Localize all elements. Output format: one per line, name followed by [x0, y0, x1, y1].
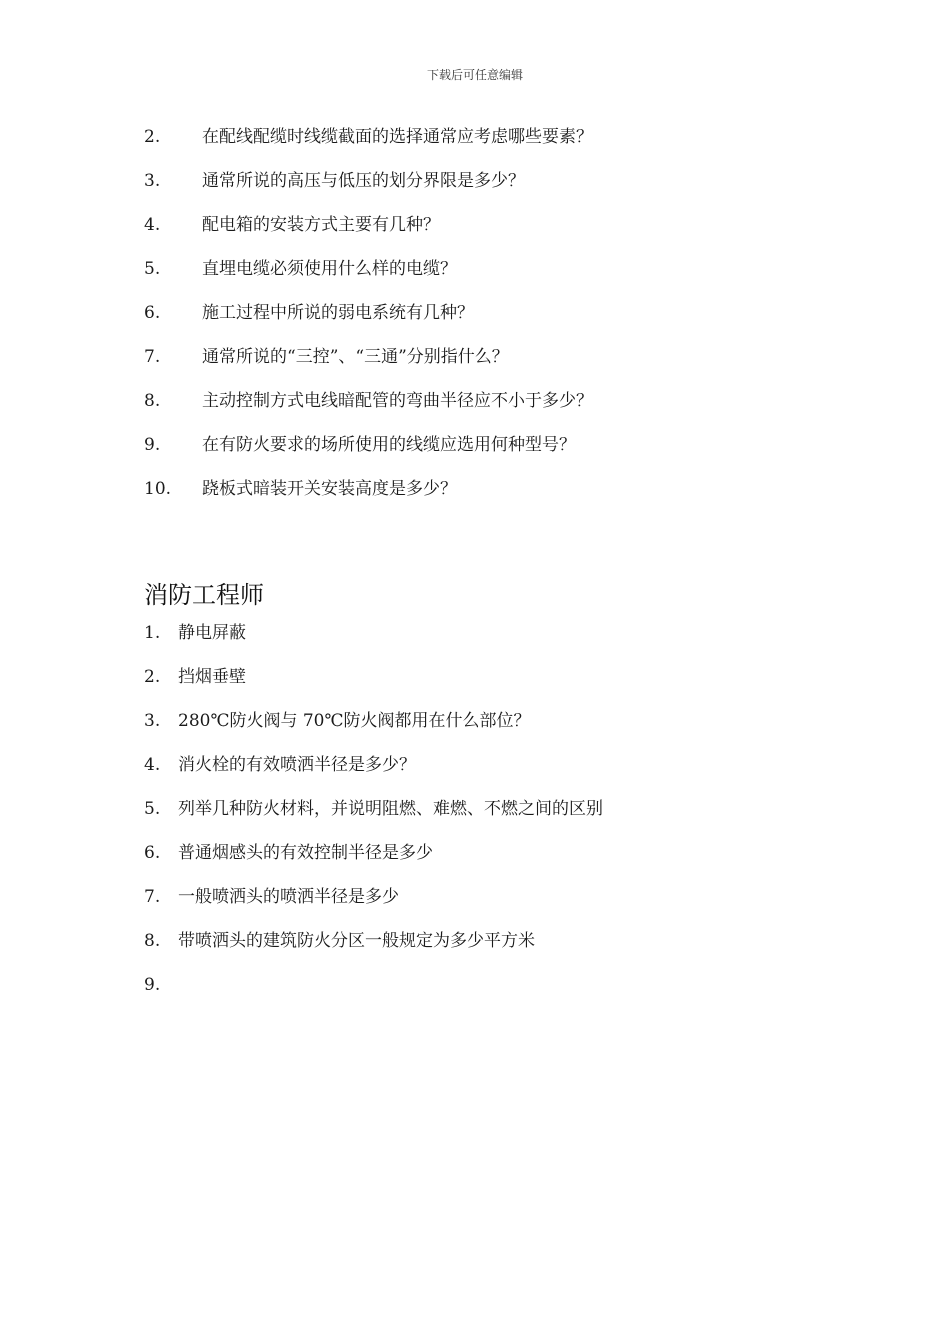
- item-text: 280℃防火阀与 70℃防火阀都用在什么部位？: [178, 711, 531, 731]
- item-number: 1.: [144, 623, 161, 643]
- item-text: 在配线配缆时线缆截面的选择通常应考虑哪些要素？: [202, 127, 593, 147]
- item-number: 2.: [144, 667, 161, 687]
- item-text: 配电箱的安装方式主要有几种？: [202, 215, 440, 235]
- item-number: 2.: [144, 127, 161, 147]
- item-text: 一般喷洒头的喷洒半径是多少: [178, 887, 399, 907]
- item-number: 3.: [144, 711, 161, 731]
- item-number: 8.: [144, 931, 161, 951]
- item-text: 带喷洒头的建筑防火分区一般规定为多少平方米: [178, 931, 535, 951]
- item-text: 在有防火要求的场所使用的线缆应选用何种型号？: [202, 435, 576, 455]
- item-number: 7.: [144, 347, 161, 367]
- item-number: 7.: [144, 887, 161, 907]
- item-number: 5.: [144, 799, 161, 819]
- item-text: 普通烟感头的有效控制半径是多少: [178, 843, 433, 863]
- item-number: 9.: [144, 975, 161, 995]
- item-number: 6.: [144, 303, 161, 323]
- item-text: 消火栓的有效喷洒半径是多少？: [178, 755, 416, 775]
- item-text: 通常所说的“三控”、“三通”分别指什么？: [202, 347, 509, 367]
- item-text: 主动控制方式电线暗配管的弯曲半径应不小于多少？: [202, 391, 593, 411]
- item-number: 6.: [144, 843, 161, 863]
- item-text: 挡烟垂壁: [178, 667, 246, 687]
- item-number: 4.: [144, 215, 161, 235]
- item-number: 8.: [144, 391, 161, 411]
- page-header-note: 下载后可任意编辑: [426, 68, 523, 82]
- item-text: 直埋电缆必须使用什么样的电缆？: [202, 259, 457, 279]
- item-number: 3.: [144, 171, 161, 191]
- item-number: 9.: [144, 435, 161, 455]
- item-text: 跷板式暗装开关安装高度是多少？: [202, 479, 457, 499]
- section-heading: 消防工程师: [144, 581, 264, 609]
- item-number: 4.: [144, 755, 161, 775]
- item-text: 施工过程中所说的弱电系统有几种？: [202, 303, 474, 323]
- item-text: 静电屏蔽: [178, 623, 246, 643]
- item-number: 5.: [144, 259, 161, 279]
- item-number: 10.: [144, 479, 172, 499]
- item-text: 通常所说的高压与低压的划分界限是多少？: [202, 171, 525, 191]
- item-text: 列举几种防火材料，并说明阻燃、难燃、不燃之间的区别: [178, 799, 603, 819]
